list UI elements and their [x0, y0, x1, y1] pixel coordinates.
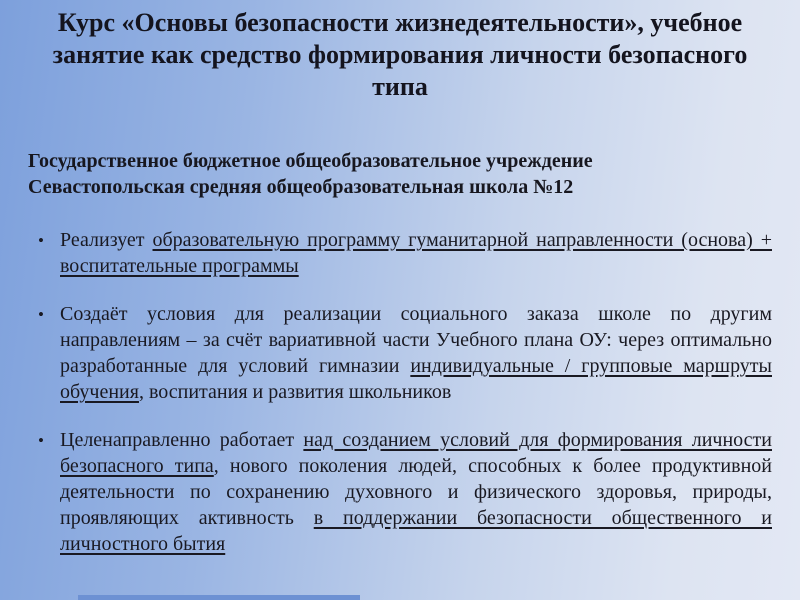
text-segment-underlined: в поддержании безопасности общественного и личностного бытия [60, 507, 772, 555]
text-segment: , воспитания и развития школьников [138, 381, 452, 403]
organization-line-1: Государственное бюджетное общеобразовательное учреждение [28, 150, 593, 172]
slide-title: Курс «Основы безопасности жизнедеятельности», учебное занятие как средство формирования личности безопасного типа [52, 8, 748, 101]
bullet-marker: • [38, 231, 44, 250]
text-segment: Создаёт условия для реализации социального заказа школе по другим направлениям – за счёт вариативной части Учебного плана ОУ: через оптимально разработанные для условий гимназии [60, 303, 772, 377]
bottom-accent-bar [78, 595, 360, 600]
bullet-item-1 [38, 227, 772, 279]
bullet-list [38, 227, 772, 557]
text-segment-underlined: индивидуальные / групповые маршруты обучения [60, 355, 772, 403]
text-segment: Реализует [60, 229, 153, 251]
organization-heading [28, 148, 772, 200]
bullet-item-2 [38, 301, 772, 405]
bullet-item-3 [38, 427, 772, 557]
text-segment: Целенаправленно работает [60, 429, 304, 451]
text-segment: , нового поколения людей, способных к более продуктивной деятельности по сохранению духовного и физического здоровья, природы, проявляющих активность [60, 455, 772, 529]
text-segment-underlined: над созданием условий для формирования личности безопасного типа [60, 429, 772, 477]
organization-line-2: Севастопольская средняя общеобразовательная школа №12 [28, 176, 574, 198]
bullet-marker: • [38, 305, 44, 324]
text-segment-underlined: образовательную программу гуманитарной направленности (основа) + воспитательные программы [60, 229, 772, 277]
bullet-text-2 [60, 301, 772, 405]
bullet-text-3 [60, 427, 772, 557]
bullet-text-1 [60, 227, 772, 279]
bullet-marker: • [38, 431, 44, 450]
